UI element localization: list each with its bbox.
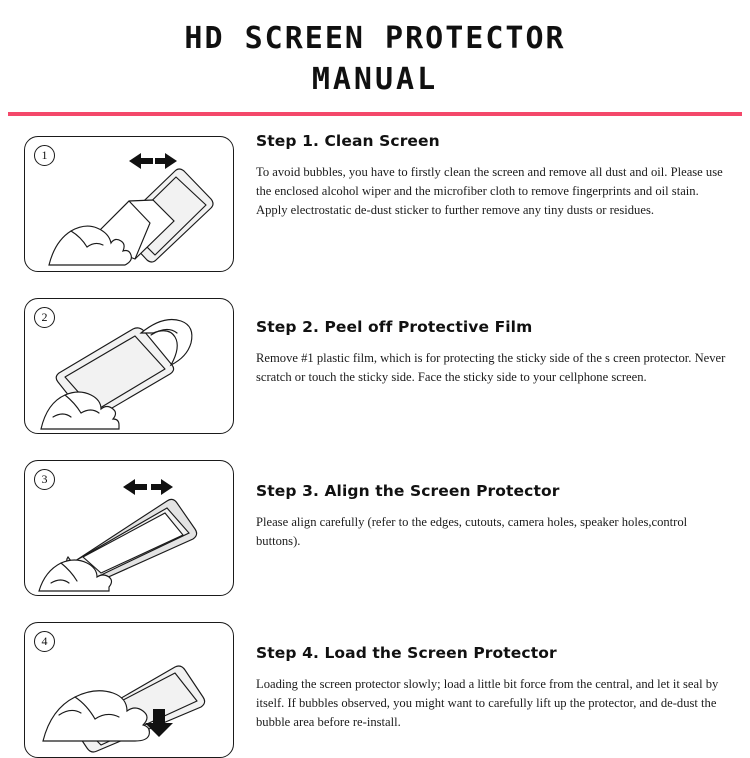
- step-body: Loading the screen protector slowly; load a little bit force from the central, and let it seal by itself. If bubbles observed, you might want to carefully lift up the protector, and de-dust the bubble area before re-install.: [256, 676, 719, 730]
- page-title-line-1: HD SCREEN PROTECTOR: [184, 21, 566, 56]
- page-header: [0, 0, 750, 116]
- step-body: Please align carefully (refer to the edges, cutouts, camera holes, speaker holes,control buttons).: [256, 514, 688, 548]
- step-item: [24, 292, 726, 434]
- step-body: Remove #1 plastic film, which is for protecting the sticky side of the s creen protector. Never scratch or touch the sticky side. Face the sticky side to your cellphone screen.: [256, 350, 726, 384]
- step-number-badge: 3: [34, 469, 55, 490]
- step-body: To avoid bubbles, you have to firstly clean the screen and remove all dust and oil. Please use the enclosed alcohol wiper and the microfiber cloth to remove fingerprints and oil stain. Apply electrostatic de-dust sticker to further remove any tiny dusts or residues.: [256, 164, 723, 218]
- step-number-badge: 1: [34, 145, 55, 166]
- step-number-badge: 4: [34, 631, 55, 652]
- step-heading: Step 4. Load the Screen Protector: [256, 643, 557, 662]
- step-heading: Step 3. Align the Screen Protector: [256, 481, 560, 500]
- step-item: [24, 616, 726, 758]
- step-item: [24, 454, 726, 596]
- step-text: [234, 292, 726, 387]
- figure-align-protector: [24, 460, 234, 596]
- step-item: [24, 130, 726, 272]
- figure-load-protector: [24, 622, 234, 758]
- step-heading: Step 2. Peel off Protective Film: [256, 317, 533, 336]
- step-number-badge: 2: [34, 307, 55, 328]
- steps-list: [0, 116, 750, 758]
- step-text: [234, 454, 726, 551]
- page-title-line-2: MANUAL: [311, 62, 439, 98]
- step-text: [234, 616, 726, 732]
- left-right-arrows-icon: [129, 153, 177, 169]
- left-right-arrows-icon: [123, 479, 173, 495]
- step-heading: Step 1. Clean Screen: [256, 131, 440, 150]
- figure-clean-screen: [24, 136, 234, 272]
- figure-peel-film: [24, 298, 234, 434]
- step-text: [234, 130, 726, 220]
